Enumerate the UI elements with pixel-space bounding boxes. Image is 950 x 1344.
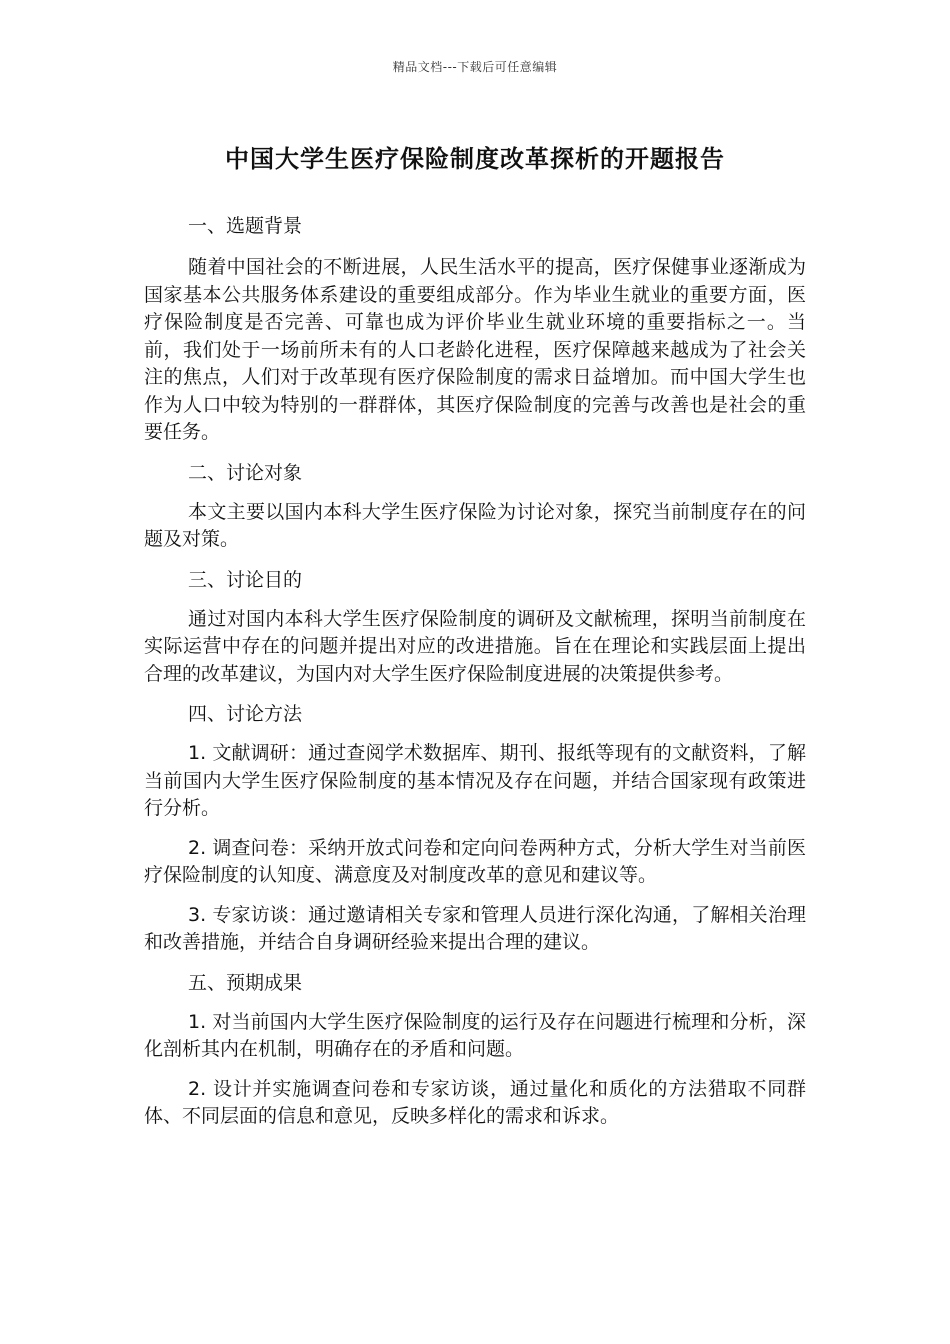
document-body: [144, 212, 806, 1143]
paragraph-subject: 本文主要以国内本科大学生医疗保险为讨论对象，探究当前制度存在的问题及对策。: [144, 500, 806, 550]
paragraph-purpose: 通过对国内本科大学生医疗保险制度的调研及文献梳理，探明当前制度在实际运营中存在的问题并提出对应的改进措施。旨在在理论和实践层面上提出合理的改革建议，为国内对大学生医疗保险制度进展的决策提供参考。: [144, 607, 806, 685]
paragraph-outcome-2: 2. 设计并实施调查问卷和专家访谈，通过量化和质化的方法猎取不同群体、不同层面的信息和意见，反映多样化的需求和诉求。: [144, 1077, 806, 1127]
paragraph-method-interview: 3. 专家访谈：通过邀请相关专家和管理人员进行深化沟通，了解相关治理和改善措施，并结合自身调研经验来提出合理的建议。: [144, 903, 806, 953]
document-title: 中国大学生医疗保险制度改革探析的开题报告: [225, 145, 725, 173]
section-heading-background: 一、选题背景: [188, 215, 303, 237]
paragraph-method-literature: 1. 文献调研：通过查阅学术数据库、期刊、报纸等现有的文献资料，了解当前国内大学生医疗保险制度的基本情况及存在问题，并结合国家现有政策进行分析。: [144, 742, 806, 819]
section-heading-methods: 四、讨论方法: [188, 703, 303, 725]
section-heading-outcomes: 五、预期成果: [188, 971, 303, 994]
paragraph-outcome-1: 1. 对当前国内大学生医疗保险制度的运行及存在问题进行梳理和分析，深化剖析其内在机制，明确存在的矛盾和问题。: [144, 1010, 806, 1060]
paragraph-method-survey: 2. 调查问卷：采纳开放式问卷和定向问卷两种方式，分析大学生对当前医疗保险制度的认知度、满意度及对制度改革的意见和建议等。: [144, 836, 806, 886]
section-heading-subject: 二、讨论对象: [188, 461, 303, 484]
paragraph-background: 随着中国社会的不断进展，人民生活水平的提高，医疗保健事业逐渐成为国家基本公共服务体系建设的重要组成部分。作为毕业生就业的重要方面，医疗保险制度是否完善、可靠也成为评价毕业生就业环境的重要指标之一。当前，我们处于一场前所未有的人口老龄化进程，医疗保障越来越成为了社会关注的焦点，人们对于改革现有医疗保险制度的需求日益增加。而中国大学生也作为人口中较为特别的一群群体，其医疗保险制度的完善与改善也是社会的重要任务。: [144, 256, 806, 443]
header-note: 精品文档---下载后可任意编辑: [392, 60, 558, 74]
section-heading-purpose: 三、讨论目的: [188, 568, 303, 591]
